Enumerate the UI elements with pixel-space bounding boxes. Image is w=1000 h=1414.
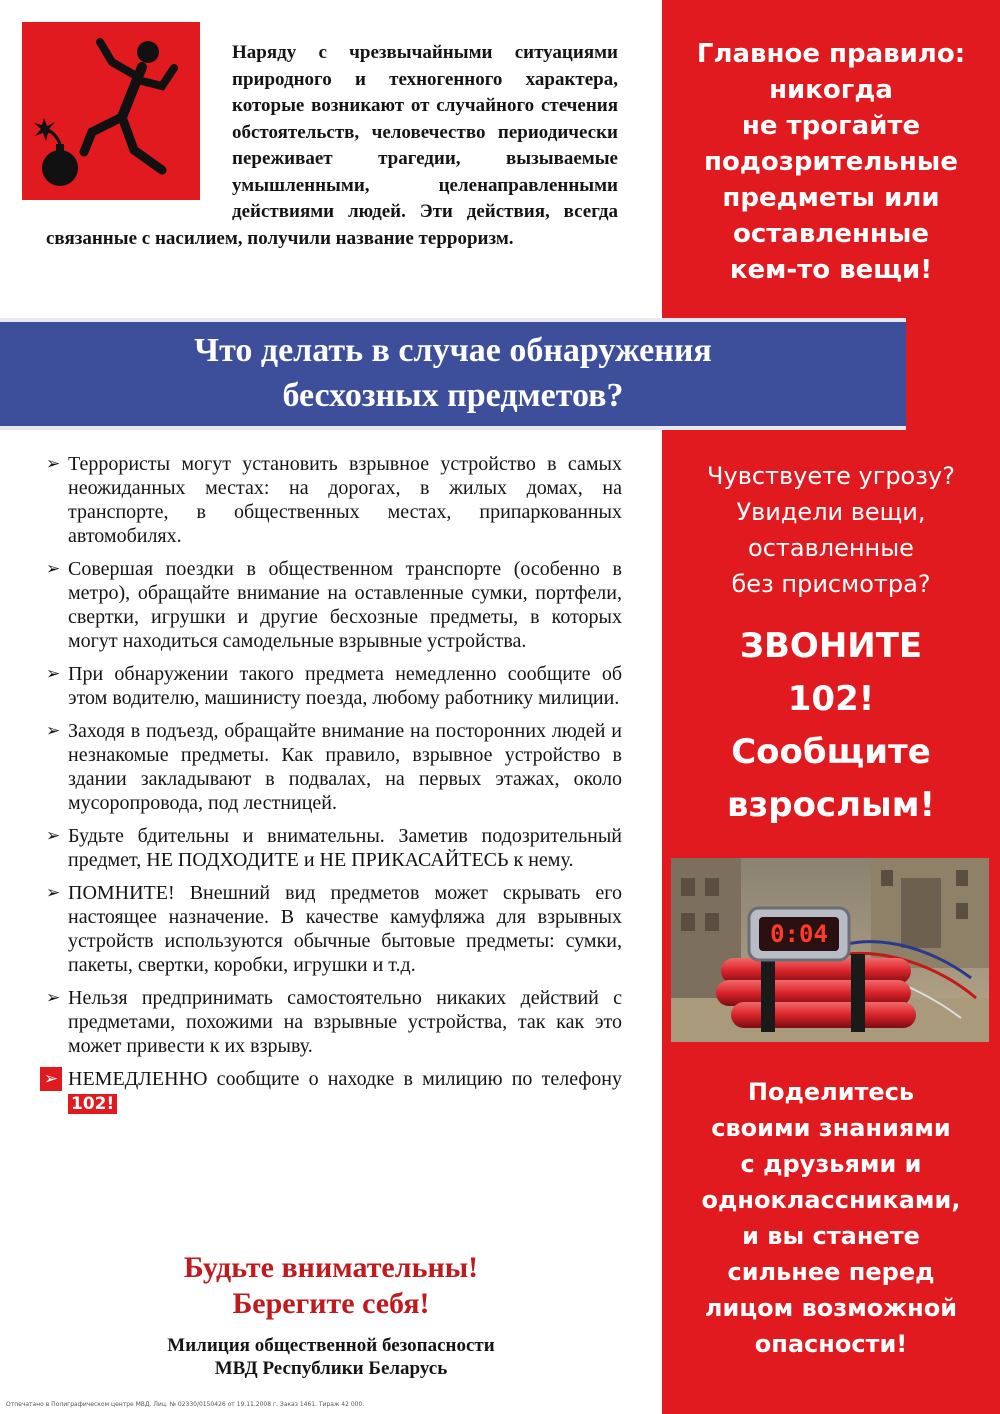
arrowhead-bullet-icon: ➢ [46,826,61,846]
share-line: Поделитесь [747,1078,915,1106]
tip-text: При обнаружении такого предмета немедленно сообщите об этом водителю, машинисту поезда, любому работнику милиции. [68,663,622,709]
list-item [46,719,622,815]
tip-text: Совершая поездки в общественном транспорте (особенно в метро), обращайте внимание на оставленные сумки, портфели, свертки, игрушки и другие бесхозные предметы, в которых могут находиться самодельные взрывные устройства. [68,558,622,652]
share-knowledge-text [662,1074,1000,1362]
threat-line: оставленные [748,534,914,562]
rule-line: предметы или [722,183,940,213]
tip-text: Заходя в подъезд, обращайте внимание на посторонних людей и незнакомые предметы. Как правило, взрывное устройство в здании закладывают в подвалах, на первых этажах, около мусоропровода, под лестницей. [68,720,622,814]
safety-tips-list [43,452,622,1125]
threat-line: Чувствуете угрозу? [707,462,955,490]
tip-text: ПОМНИТЕ! Внешний вид предметов может скрывать его настоящее назначение. В качестве камуфляжа для взрывных устройств используются обычные бытовые предметы: сумки, пакеты, свертки, коробки, игрушки и т.д. [68,882,622,976]
main-rule-text [662,36,1000,288]
rule-line: оставленные [732,219,930,249]
arrowhead-bullet-icon: ➢ [46,721,61,741]
list-item [46,452,622,548]
rule-line: подозрительные [704,147,958,177]
arrowhead-bullet-icon: ➢ [40,1067,62,1091]
organization-name [0,1334,662,1380]
phone-number-badge: 102! [68,1094,117,1114]
bomb-photo [671,858,989,1042]
rule-line: не трогайте [741,111,921,141]
share-line: своими знаниями [711,1114,951,1142]
threat-line: Увидели вещи, [736,498,926,526]
threat-question-text [662,458,1000,602]
arrowhead-bullet-icon: ➢ [46,454,61,474]
threat-line: без присмотра? [731,570,931,598]
rule-line: кем-то вещи! [729,255,933,285]
list-item [46,662,622,710]
rule-line: Главное правило: [696,39,966,69]
list-item-emergency [43,1067,622,1116]
arrowhead-bullet-icon: ➢ [46,664,61,684]
print-info: Отпечатано в Полиграфическом центре МВД. Лиц. № 02330/0150426 от 19.11.2008 г. Заказ 1461. Тираж 42 000. [6,1401,365,1408]
share-line: и вы станете [742,1222,920,1250]
call-102-text [662,620,1000,832]
org-line: МВД Республики Беларусь [214,1358,448,1379]
arrowhead-bullet-icon: ➢ [46,559,61,579]
intro-paragraph [46,40,618,252]
share-line: сильнее перед [727,1258,935,1286]
list-item [46,881,622,977]
org-line: Милиция общественной безопасности [167,1335,495,1356]
call-line: ЗВОНИТЕ [739,626,923,666]
banner-title: Что делать в случае обнаружения бесхозных предметов? [194,332,712,414]
rule-line: никогда [769,75,893,105]
arrowhead-bullet-icon: ➢ [46,988,61,1008]
tip-text: Будьте бдительны и внимательны. Заметив подозрительный предмет, НЕ ПОДХОДИТЕ и НЕ ПРИКАСАЙТЕСЬ к нему. [68,825,622,871]
share-line: одноклассниками, [701,1186,961,1214]
list-item [46,986,622,1058]
call-line: 102! [787,679,875,719]
list-item [46,557,622,653]
motto [0,1250,662,1322]
share-line: опасности! [754,1330,908,1358]
share-line: с друзьями и [740,1150,922,1178]
intro-text: Наряду с чрезвычайными ситуациями природного и техногенного характера, которые возникают от случайного стечения обстоятельств, человечество периодически переживает трагедии, вызываемые умышленными, целенаправленными действиями людей. Эти действия, всегда связанные с насилием, получили название терроризм. [46,42,618,249]
list-item [46,824,622,872]
call-line: Сообщите [731,732,931,772]
motto-line: Берегите себя! [232,1287,430,1320]
motto-line: Будьте внимательны! [183,1251,479,1284]
clock-display: 0:04 [770,920,828,948]
tip-text: Террористы могут установить взрывное устройство в самых неожиданных местах: на дорогах, в жилых домах, на транспорте, в общественных местах, припаркованных автомобилях. [68,453,622,547]
share-line: лицом возможной [704,1294,958,1322]
tip-text: Нельзя предпринимать самостоятельно никаких действий с предметами, похожими на взрывные устройства, так как это может привести к их взрыву. [68,987,622,1057]
call-line: взрослым! [726,785,936,825]
arrowhead-bullet-icon: ➢ [46,883,61,903]
tip-text: НЕМЕДЛЕННО сообщите о находке в милицию по телефону [68,1068,622,1090]
